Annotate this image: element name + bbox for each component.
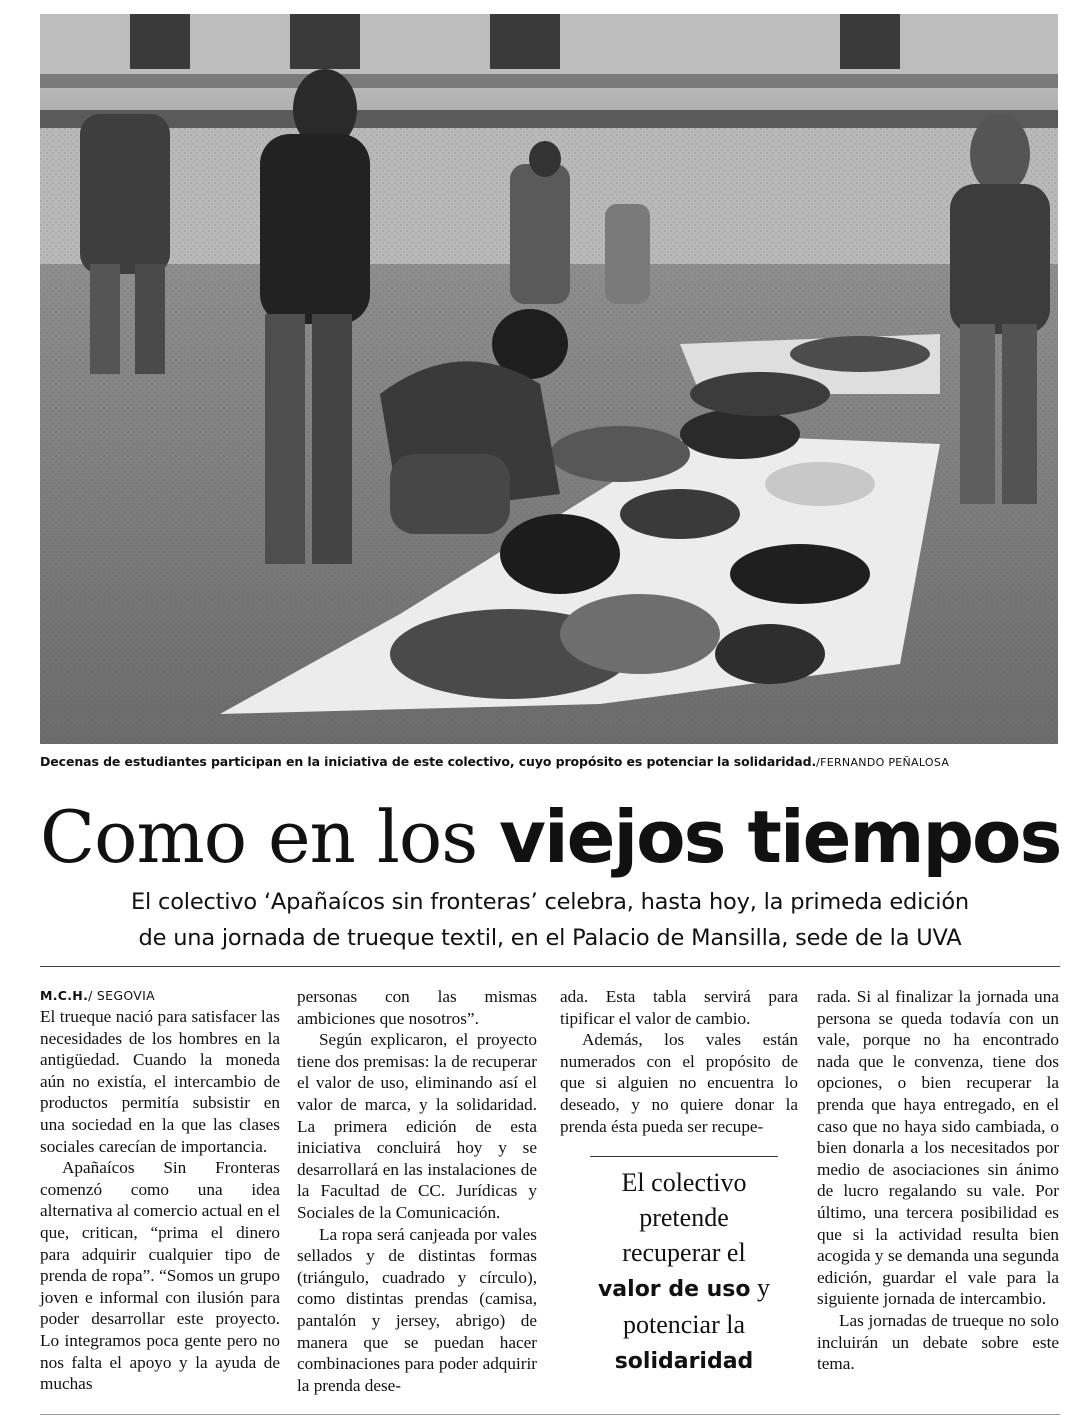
pull-quote xyxy=(590,1156,778,1379)
paragraph: La ropa será canjeada por vales sellados y de distintas formas (triángulo, cuadrado y círculo), como distintas prendas (camisa, pantalón y jersey, abrigo) de manera que se puedan hacer combinaciones para poder adquirir la prenda dese- xyxy=(297,1224,537,1395)
headline-light: Como en los xyxy=(40,795,500,879)
paragraph: El trueque nació para satisfacer las necesidades de los hombres en la antigüedad. Cuando la moneda aún no existía, el intercambio de productos permitía subsistir en una sociedad en la que las clases sociales carecían de importancia. xyxy=(40,1007,280,1156)
article-column-2 xyxy=(297,986,537,1396)
paragraph: ada. Esta tabla servirá para tipificar el valor de cambio. xyxy=(560,987,798,1028)
caption-text: Decenas de estudiantes participan en la iniciativa de este colectivo, cuyo propósito es potenciar la solidaridad. xyxy=(40,754,817,769)
headline-bold: viejos tiempos xyxy=(499,795,1061,879)
pullquote-bold-2: solidaridad xyxy=(614,1349,754,1374)
subhead-line-2: de una jornada de trueque textil, en el Palacio de Mansilla, sede de la UVA xyxy=(138,925,962,951)
headline xyxy=(40,796,1060,879)
section-divider xyxy=(40,966,1060,967)
page-bottom-rule xyxy=(40,1414,1060,1415)
pullquote-text-1: El colectivo pretende recuperar el xyxy=(621,1168,747,1267)
subhead-line-1: El colectivo ‘Apañaícos sin fronteras’ celebra, hasta hoy, la primeda edición xyxy=(131,889,969,915)
byline xyxy=(40,986,280,1006)
subheadline xyxy=(40,884,1060,956)
paragraph: rada. Si al finalizar la jornada una persona se queda todavía con un vale, porque no ha encontrado nada que le convenza, tiene dos opciones, o bien recuperar la prenda que haya entregado, en el caso que no haya sido cambiada, o bien donarla a los necesitados por medio de asociaciones sin ánimo de lucro regalando su vale. Por último, una tercera posibilidad es que si la actividad resulta bien acogida y se demanda una segunda edición, guardar el vale para la siguiente jornada de intercambio. xyxy=(817,987,1059,1309)
paragraph: personas con las mismas ambiciones que nosotros”. xyxy=(297,987,537,1028)
photo-of-textile-barter-market-icon xyxy=(40,14,1058,744)
photo-caption xyxy=(40,754,1060,769)
article-column-1 xyxy=(40,986,280,1395)
paragraph: Según explicaron, el proyecto tiene dos premisas: la de recuperar el valor de uso, eliminando así el valor de marca, y la solidaridad. La primera edición de esta iniciativa concluirá hoy y se desarrollará en las instalaciones de la Facultad de CC. Jurídicas y Sociales de la Comunicación. xyxy=(297,1030,537,1222)
paragraph: Además, los vales están numerados con el propósito de que si alguien no encuentra lo deseado, y no quiere donar la prenda ésta pueda ser recupe- xyxy=(560,1030,798,1136)
paragraph: Las jornadas de trueque no solo incluirán un debate sobre este tema. xyxy=(817,1310,1059,1374)
byline-author: M.C.H. xyxy=(40,988,89,1003)
article-column-3 xyxy=(560,986,798,1137)
news-photo xyxy=(40,14,1058,744)
article-column-4 xyxy=(817,986,1059,1375)
paragraph: Apañaícos Sin Fronteras comenzó como una idea alternativa al comercio actual en el que, critican, “prima el dinero para adquirir cualquier tipo de prenda de ropa”. “Somos un grupo joven e informal con ilusión para poder desarrollar este proyecto. Lo integramos poca gente pero no nos falta el apoyo y la ayuda de muchas xyxy=(40,1158,281,1394)
pullquote-text-2: y potenciar la xyxy=(623,1273,771,1339)
byline-place: / SEGOVIA xyxy=(88,988,155,1003)
photo-credit: /FERNANDO PEÑALOSA xyxy=(816,756,950,769)
pullquote-bold-1: valor de uso xyxy=(597,1277,751,1302)
